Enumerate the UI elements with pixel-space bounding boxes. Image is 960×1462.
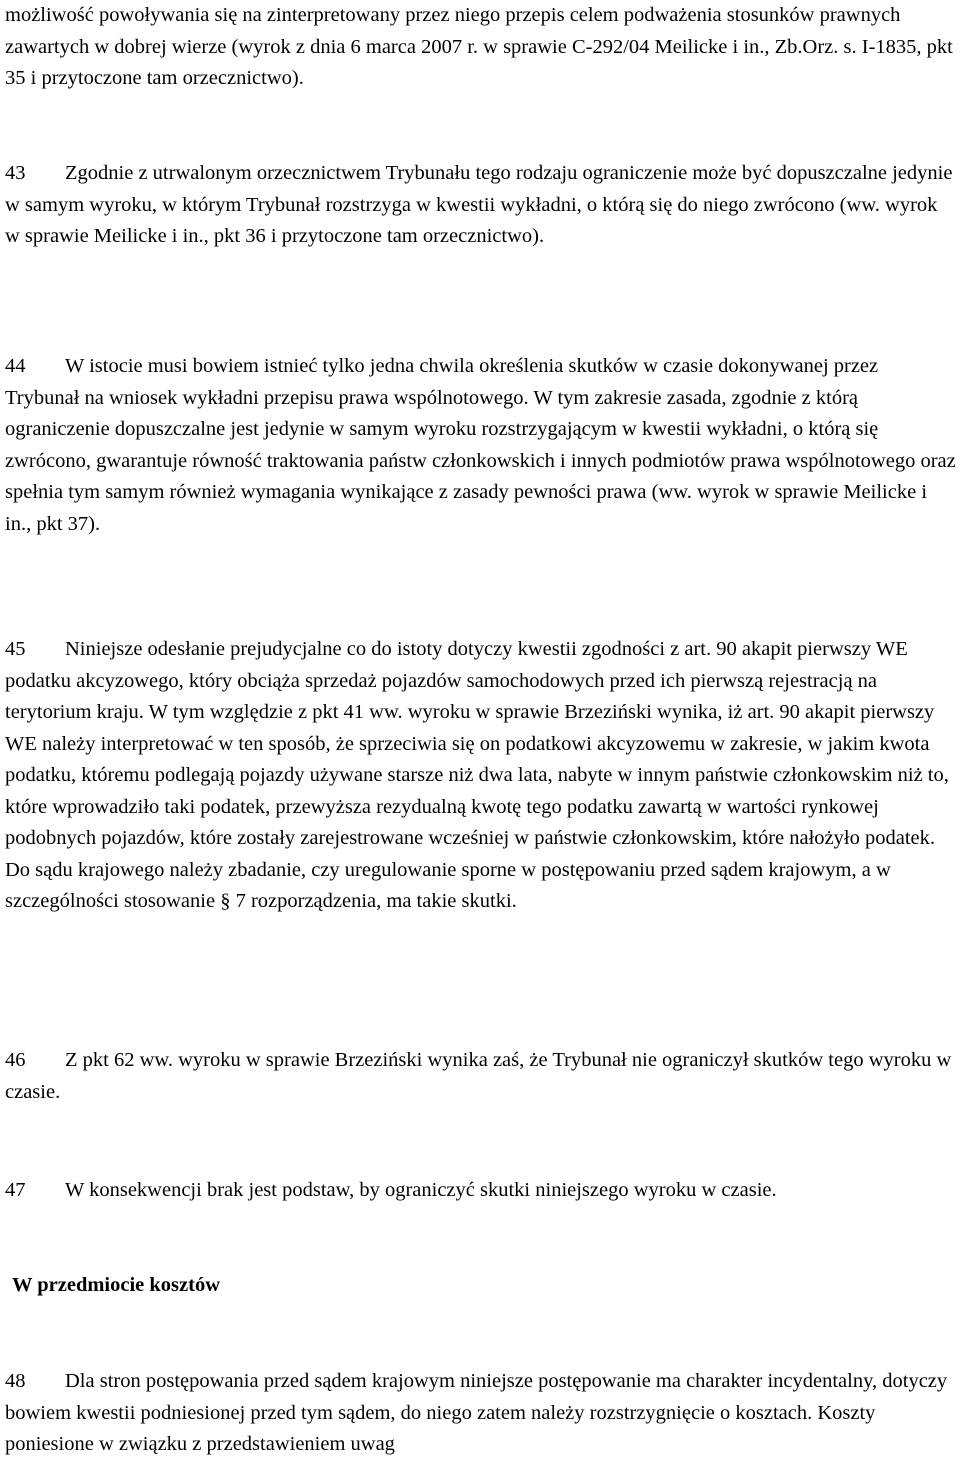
intro-text: możliwość powoływania się na zinterpretowany przez niego przepis celem podważenia stosunków prawnych zawartych w dobrej wierze (wyrok z dnia 6 marca 2007 r. w sprawie C‑292/04 Meilicke i in., Zb.Orz. s. I‑1835, pkt 35 i przytoczone tam orzecznictwo).	[5, 4, 953, 89]
paragraph-text: Zgodnie z utrwalonym orzecznictwem Trybunału tego rodzaju ograniczenie może być dopuszczalne jedynie w samym wyroku, w którym Trybunał rozstrzyga w kwestii wykładni, o którą się do niego zwrócono (ww. wyrok w sprawie Meilicke i in., pkt 36 i przytoczone tam orzecznictwo).	[5, 162, 953, 247]
paragraph-48	[5, 1366, 957, 1461]
paragraph-number: 45	[5, 638, 26, 660]
paragraph-number: 47	[5, 1179, 26, 1201]
paragraph-47	[5, 1175, 957, 1207]
paragraph-number: 44	[5, 355, 26, 377]
paragraph-46	[5, 1045, 957, 1108]
paragraph-text: Niniejsze odesłanie prejudycjalne co do istoty dotyczy kwestii zgodności z art. 90 akapit pierwszy WE podatku akcyzowego, który obciąża sprzedaż pojazdów samochodowych przed ich pierwszą rejestracją na terytorium kraju. W tym względzie z pkt 41 ww. wyroku w sprawie Brzeziński wynika, iż art. 90 akapit pierwszy WE należy interpretować w ten sposób, że sprzeciwia się on podatkowi akcyzowemu w zakresie, w jakim kwota podatku, któremu podlegają pojazdy używane starsze niż dwa lata, nabyte w innym państwie członkowskim niż to, które wprowadziło taki podatek, przewyższa rezydualną kwotę tego podatku zawartą w wartości rynkowej podobnych pojazdów, które zostały zarejestrowane wcześniej w państwie członkowskim, które nałożyło podatek. Do sądu krajowego należy zbadanie, czy uregulowanie sporne w postępowaniu przed sądem krajowym, a w szczególności stosowanie § 7 rozporządzenia, ma takie skutki.	[5, 638, 949, 912]
paragraph-44	[5, 351, 957, 540]
intro-paragraph	[5, 0, 957, 95]
paragraph-43	[5, 158, 957, 253]
paragraph-45	[5, 634, 957, 918]
paragraph-text: Z pkt 62 ww. wyroku w sprawie Brzeziński wynika zaś, że Trybunał nie ograniczył skutków tego wyroku w czasie.	[5, 1049, 952, 1103]
paragraph-number: 46	[5, 1049, 26, 1071]
section-heading: W przedmiocie kosztów	[12, 1274, 221, 1296]
paragraph-text: W konsekwencji brak jest podstaw, by ograniczyć skutki niniejszego wyroku w czasie.	[65, 1179, 777, 1201]
paragraph-text: W istocie musi bowiem istnieć tylko jedna chwila określenia skutków w czasie dokonywanej przez Trybunał na wniosek wykładni przepisu prawa wspólnotowego. W tym zakresie zasada, zgodnie z którą ograniczenie dopuszczalne jest jedynie w samym wyroku rozstrzygającym w kwestii wykładni, o którą się zwrócono, gwarantuje równość traktowania państw członkowskich i innych podmiotów prawa wspólnotowego oraz spełnia tym samym również wymagania wynikające z zasady pewności prawa (ww. wyrok w sprawie Meilicke i in., pkt 37).	[5, 355, 956, 535]
paragraph-text: Dla stron postępowania przed sądem krajowym niniejsze postępowanie ma charakter incydentalny, dotyczy bowiem kwestii podniesionej przed tym sądem, do niego zatem należy rozstrzygnięcie o kosztach. Koszty poniesione w związku z przedstawieniem uwag	[5, 1370, 948, 1455]
paragraph-number: 48	[5, 1370, 26, 1392]
paragraph-number: 43	[5, 162, 26, 184]
